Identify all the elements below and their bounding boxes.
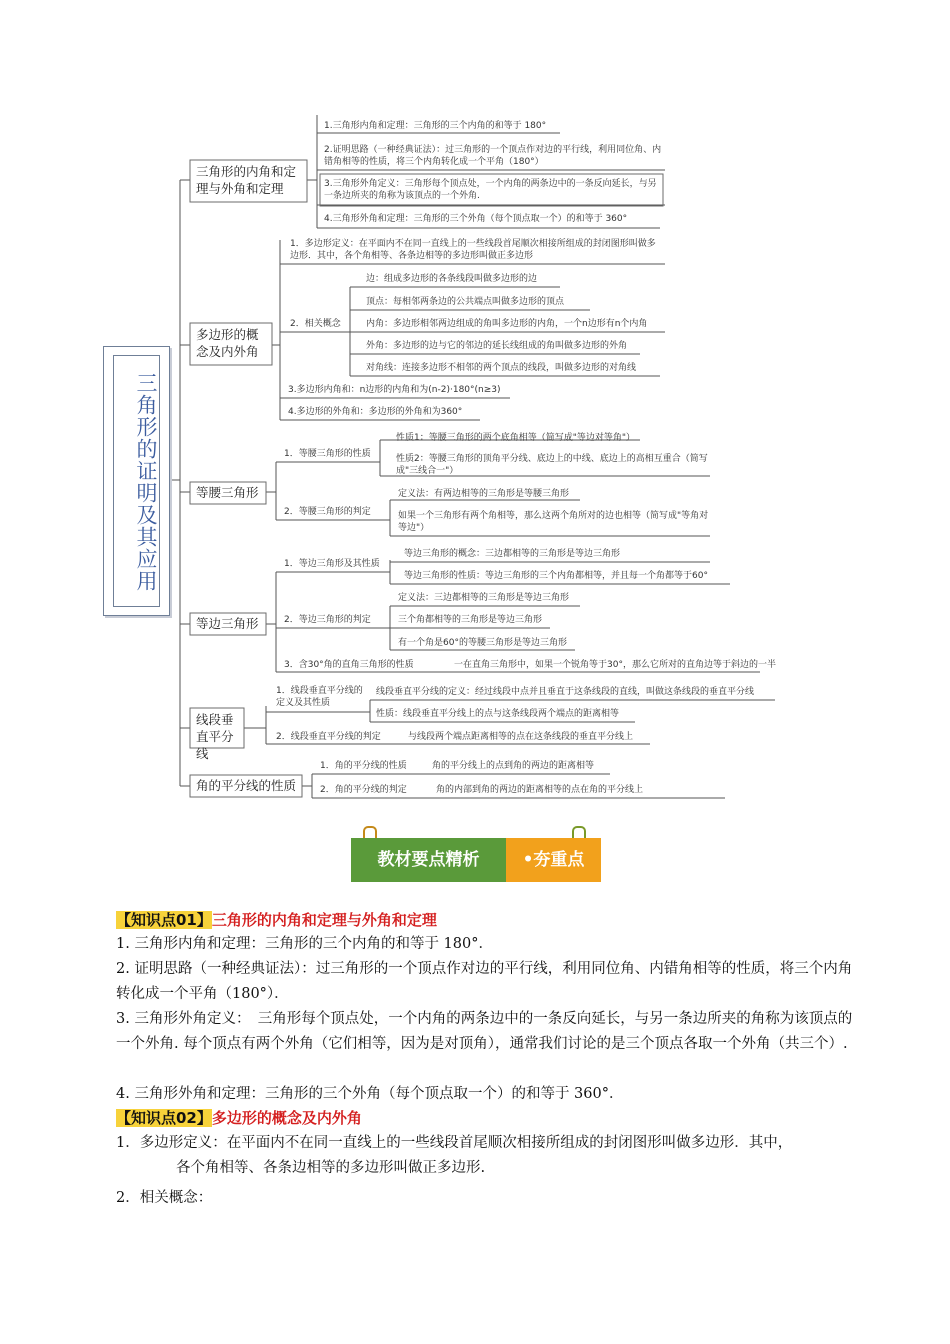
s4-item-2: 2．等边三角形的判定 <box>284 615 371 625</box>
s6-sub-1: 角的平分线上的点到角的两边的距离相等 <box>432 761 595 771</box>
s5-sub-2: 性质：线段垂直平分线上的点与这条线段两个端点的距离相等 <box>376 709 620 719</box>
section-3-title: 等腰三角形 <box>196 485 259 500</box>
section-2-title: 多边形的概念及内外角 <box>196 327 259 359</box>
s4-sub-2: 等边三角形的性质：等边三角形的三个内角都相等，并且每一个角都等于60° <box>404 571 708 581</box>
s2-sub-3: 内角：多边形相邻两边组成的角叫多边形的内角，一个n边形有n个内角 <box>366 319 648 329</box>
kp1-tag: 【知识点01】 <box>116 911 212 929</box>
s3-item-1: 1．等腰三角形的性质 <box>284 449 371 459</box>
s4-sub-4: 三个角都相等的三角形是等边三角形 <box>398 615 543 625</box>
s1-item-3: 3.三角形外角定义：三角形每个顶点处，一个内角的两条边中的一条反向延长，与另一条边所夹的角称为该顶点的一个外角. <box>324 179 657 201</box>
section-4-title: 等边三角形 <box>196 616 259 631</box>
s2-item-3: 3.多边形内角和：n边形的内角和为(n-2)·180°(n≥3) <box>288 385 501 395</box>
kp1-p4: 4. 三角形外角和定理：三角形的三个外角（每个顶点取一个）的和等于 360°． <box>116 1086 624 1102</box>
kp1-p3: 3. 三角形外角定义： 三角形每个顶点处，一个内角的两条边中的一条反向延长，与另一条边所夹的角称为该顶点的一个外角. 每个顶点有两个外角（它们相等，因为是对顶角），通常我们讨论的是三个顶点各取一个外角（共三个）. <box>116 1011 853 1052</box>
s3-sub-3: 定义法：有两边相等的三角形是等腰三角形 <box>398 489 570 499</box>
s5-item-2: 2．线段垂直平分线的判定 <box>276 732 381 742</box>
s2-item-4: 4.多边形的外角和：多边形的外角和为360° <box>288 407 463 417</box>
s2-sub-4: 外角：多边形的边与它的邻边的延长线组成的角叫做多边形的外角 <box>366 341 628 351</box>
section-6-title: 角的平分线的性质 <box>196 778 297 793</box>
kp2-title: 多边形的概念及内外角 <box>211 1109 362 1127</box>
kp2-p1b: 各个角相等、各条边相等的多边形叫做正多边形. <box>176 1160 486 1176</box>
s2-sub-2: 顶点：每相邻两条边的公共端点叫做多边形的顶点 <box>366 297 565 307</box>
section-banner <box>351 838 601 882</box>
s4-sub-6: 一在直角三角形中，如果一个锐角等于30°，那么它所对的直角边等于斜边的一半 <box>454 660 776 670</box>
kp2-p1a: 1．多边形定义：在平面内不在同一直线上的一些线段首尾顺次相接所组成的封闭图形叫做多边形．其中， <box>116 1135 793 1151</box>
s2-item-2: 2．相关概念 <box>290 319 341 329</box>
s3-sub-1: 性质1：等腰三角形的两个底角相等（简写成"等边对等角"） <box>396 433 636 443</box>
s2-sub-5: 对角线：连接多边形不相邻的两个顶点的线段，叫做多边形的对角线 <box>366 363 637 373</box>
s3-sub-4: 如果一个三角形有两个角相等，那么这两个角所对的边也相等（简写成"等角对等边"） <box>398 511 709 533</box>
s6-sub-2: 角的内部到角的两边的距离相等的点在角的平分线上 <box>436 785 644 795</box>
mindmap-root <box>103 346 170 616</box>
kp2-heading <box>116 1107 362 1129</box>
mindmap-root-title: 三角形的证明及其应用 <box>134 372 158 592</box>
kp1-p1: 1. 三角形内角和定理：三角形的三个内角的和等于 180°． <box>116 936 493 952</box>
s1-item-2: 2.证明思路（一种经典证法）：过三角形的一个顶点作对边的平行线，利用同位角、内错角相等的性质，将三个内角转化成一个平角（180°） <box>324 145 662 167</box>
kp2-tag: 【知识点02】 <box>116 1109 212 1127</box>
s4-sub-1: 等边三角形的概念：三边都相等的三角形是等边三角形 <box>404 549 621 559</box>
s1-item-4: 4.三角形外角和定理：三角形的三个外角（每个顶点取一个）的和等于 360° <box>324 214 628 224</box>
kp1-title: 三角形的内角和定理与外角和定理 <box>211 911 437 929</box>
s2-sub-1: 边：组成多边形的各条线段叫做多边形的边 <box>366 274 538 284</box>
s3-item-2: 2．等腰三角形的判定 <box>284 507 371 517</box>
s6-item-2: 2．角的平分线的判定 <box>320 785 407 795</box>
s4-item-3: 3．含30°角的直角三角形的性质 <box>284 660 414 670</box>
s5-item-1: 1．线段垂直平分线的定义及其性质 <box>276 686 363 708</box>
section-1-title: 三角形的内角和定理与外角和定理 <box>196 164 297 196</box>
s5-sub-1: 线段垂直平分线的定义：经过线段中点并且垂直于这条线段的直线，叫做这条线段的垂直平分线 <box>376 687 755 697</box>
s4-sub-5: 有一个角是60°的等腰三角形是等边三角形 <box>398 638 567 648</box>
kp2-p2: 2．相关概念： <box>116 1190 213 1206</box>
s3-sub-2: 性质2：等腰三角形的顶角平分线、底边上的中线、底边上的高相互重合（简写成"三线合一"） <box>396 454 708 476</box>
s4-item-1: 1．等边三角形及其性质 <box>284 559 380 569</box>
s5-sub-3: 与线段两个端点距离相等的点在这条线段的垂直平分线上 <box>408 732 634 742</box>
banner-left-text: 教材要点精析 <box>351 838 506 882</box>
section-5-title: 线段垂直平分线 <box>196 712 234 761</box>
s4-sub-3: 定义法：三边都相等的三角形是等边三角形 <box>398 593 570 603</box>
banner-right-text: •夯重点 <box>506 838 601 882</box>
kp1-p2: 2. 证明思路（一种经典证法）：过三角形的一个顶点作对边的平行线，利用同位角、内错角相等的性质，将三个内角转化成一个平角（180°）． <box>116 961 853 1002</box>
kp1-heading <box>116 909 437 931</box>
s2-item-1: 1．多边形定义：在平面内不在同一直线上的一些线段首尾顺次相接所组成的封闭图形叫做多边形．其中，各个角相等、各条边相等的多边形叫做正多边形 <box>290 239 656 261</box>
s6-item-1: 1．角的平分线的性质 <box>320 761 407 771</box>
s1-item-1: 1.三角形内角和定理：三角形的三个内角的和等于 180° <box>324 121 547 131</box>
